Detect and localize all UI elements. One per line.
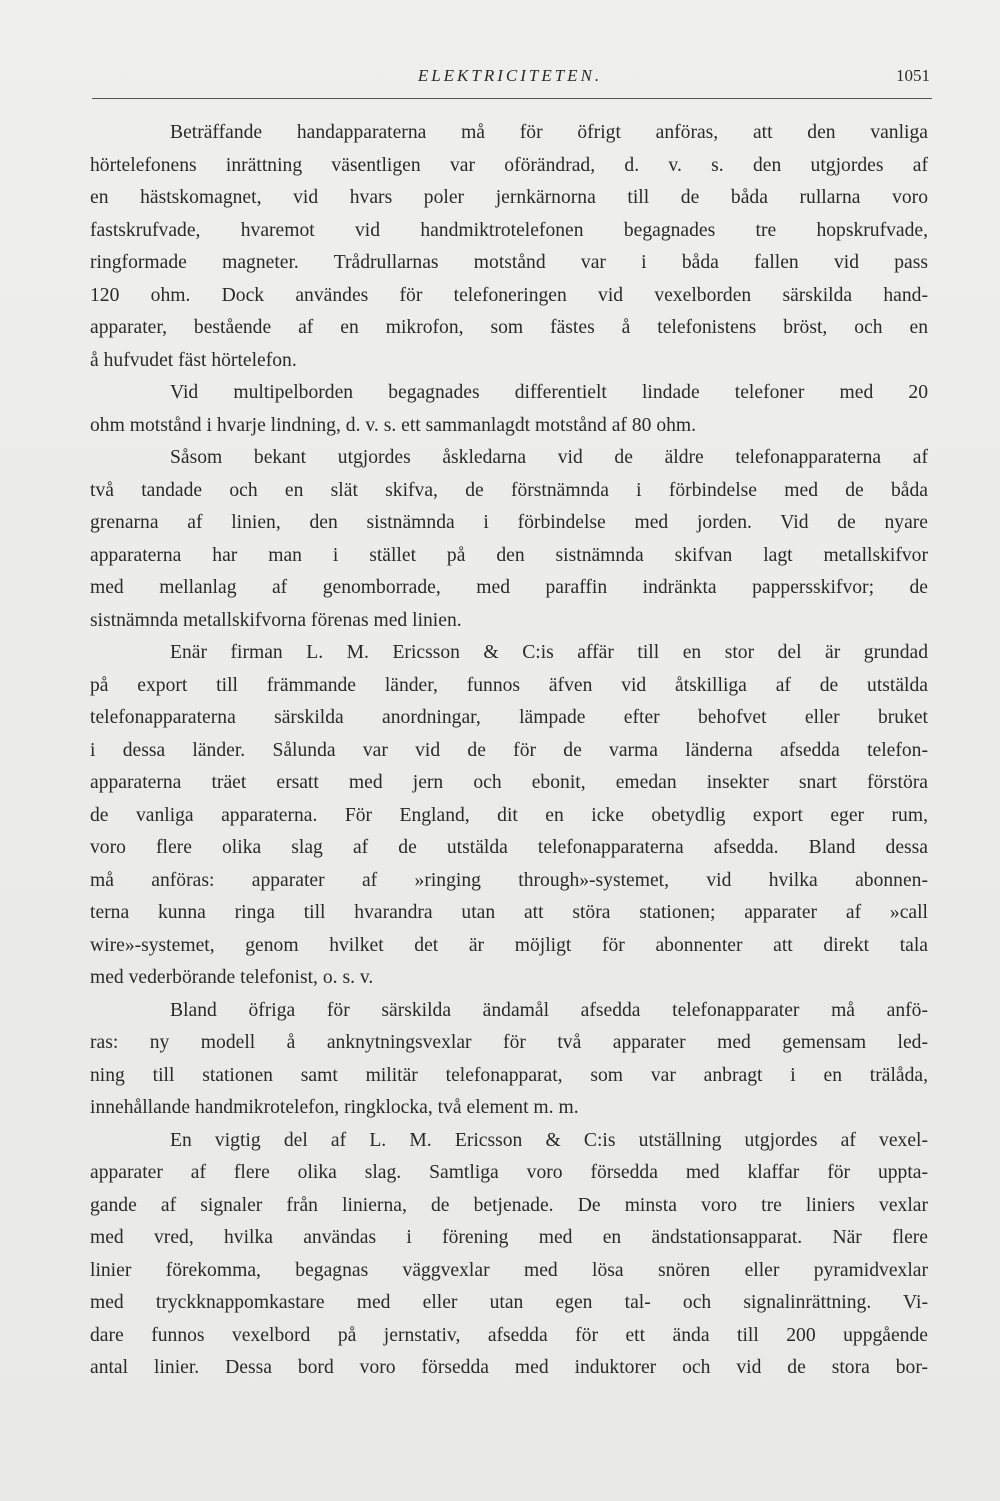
page-number: 1051 — [896, 66, 930, 85]
text-line: linier förekomma, begagnas väggvexlar med lösa snören eller pyramidvexlar — [90, 1259, 928, 1281]
paragraph — [90, 995, 928, 1125]
running-title: ELEKTRICITETEN. — [417, 66, 603, 85]
header-rule — [92, 98, 932, 99]
text-line: de vanliga apparaterna. För England, dit en icke obetydlig export eger rum, — [90, 804, 928, 826]
text-line: apparater, bestående af en mikrofon, som fästes å telefonistens bröst, och en — [90, 317, 928, 338]
paragraph — [90, 1125, 928, 1385]
text-line: ohm motstånd i hvarje lindning, d. v. s. ett sammanlagdt motstånd af 80 ohm. — [90, 414, 697, 436]
text-line: fastskrufvade, hvaremot vid handmiktrotelefonen begagnades tre hopskrufvade, — [90, 219, 928, 241]
text-line: ning till stationen samt militär telefonapparat, som var anbragt i en trälåda, — [90, 1064, 928, 1086]
text-line: med vred, hvilka användas i förening med en ändstationsapparat. När flere — [90, 1227, 928, 1248]
text-line: voro flere olika slag af de utstälda telefonapparaterna afsedda. Bland dessa — [90, 837, 928, 858]
paragraph — [90, 637, 928, 995]
body-text — [90, 117, 928, 1385]
text-line: Såsom bekant utgjordes åskledarna vid de äldre telefonapparaterna af — [170, 447, 928, 468]
text-line: med mellanlag af genomborrade, med paraffin indränkta pappersskifvor; de — [90, 577, 928, 598]
text-line: hörtelefonens inrättning väsentligen var oförändrad, d. v. s. den utgjordes af — [90, 154, 928, 176]
text-line: på export till främmande länder, funnos äfven vid åtskilliga af de utstälda — [90, 674, 928, 696]
text-line: en hästskomagnet, vid hvars poler jernkärnorna till de båda rullarna voro — [90, 187, 928, 208]
text-line: Bland öfriga för särskilda ändamål afsedda telefonapparater må anfö- — [170, 999, 928, 1021]
text-line: två tandade och en slät skifva, de förstnämnda i förbindelse med de båda — [90, 479, 928, 501]
text-line: gande af signaler från linierna, de betjenade. De minsta voro tre liniers vexlar — [90, 1194, 928, 1216]
paragraph — [90, 117, 928, 377]
running-header — [90, 62, 930, 92]
text-line: Enär firman L. M. Ericsson & C:is affär till en stor del är grundad — [170, 642, 928, 663]
text-line: må anföras: apparater af »ringing through»-systemet, vid hvilka abonnen- — [90, 869, 928, 891]
text-line: apparaterna träet ersatt med jern och ebonit, emedan insekter snart förstöra — [90, 772, 928, 793]
paragraph — [90, 442, 928, 637]
text-line: wire»-systemet, genom hvilket det är möjligt för abonnenter att direkt tala — [90, 934, 928, 956]
text-line: Vid multipelborden begagnades differentielt lindade telefoner med 20 — [170, 382, 928, 403]
text-line: antal linier. Dessa bord voro försedda med induktorer och vid de stora bor- — [90, 1357, 928, 1378]
text-line: 120 ohm. Dock användes för telefoneringen vid vexelborden särskilda hand- — [90, 284, 928, 306]
paragraph — [90, 377, 928, 442]
text-line: ringformade magneter. Trådrullarnas motstånd var i båda fallen vid pass — [90, 252, 928, 273]
text-line: ras: ny modell å anknytningsvexlar för två apparater med gemensam led- — [90, 1032, 928, 1053]
text-line: apparater af flere olika slag. Samtliga voro försedda med klaffar för uppta- — [90, 1162, 928, 1183]
text-line: sistnämnda metallskifvorna förenas med linien. — [90, 609, 462, 631]
text-line: terna kunna ringa till hvarandra utan att störa stationen; apparater af »call — [90, 902, 928, 923]
text-line: med tryckknappomkastare med eller utan egen tal- och signalinrättning. Vi- — [90, 1292, 928, 1313]
text-line: i dessa länder. Sålunda var vid de för de varma länderna afsedda telefon- — [90, 739, 928, 761]
text-line: dare funnos vexelbord på jernstativ, afsedda för ett ända till 200 uppgående — [90, 1324, 928, 1346]
text-line: innehållande handmikrotelefon, ringklocka, två element m. m. — [90, 1097, 579, 1118]
text-line: å hufvudet fäst hörtelefon. — [90, 349, 297, 371]
text-line: apparaterna har man i stället på den sistnämnda skifvan lagt metallskifvor — [90, 544, 928, 566]
text-line: telefonapparaterna särskilda anordningar, lämpade efter behofvet eller bruket — [90, 707, 928, 728]
text-line: grenarna af linien, den sistnämnda i förbindelse med jorden. Vid de nyare — [90, 512, 928, 533]
text-line: med vederbörande telefonist, o. s. v. — [90, 967, 374, 988]
text-line: Beträffande handapparaterna må för öfrigt anföras, att den vanliga — [170, 122, 928, 143]
text-line: En vigtig del af L. M. Ericsson & C:is utställning utgjordes af vexel- — [170, 1129, 928, 1151]
